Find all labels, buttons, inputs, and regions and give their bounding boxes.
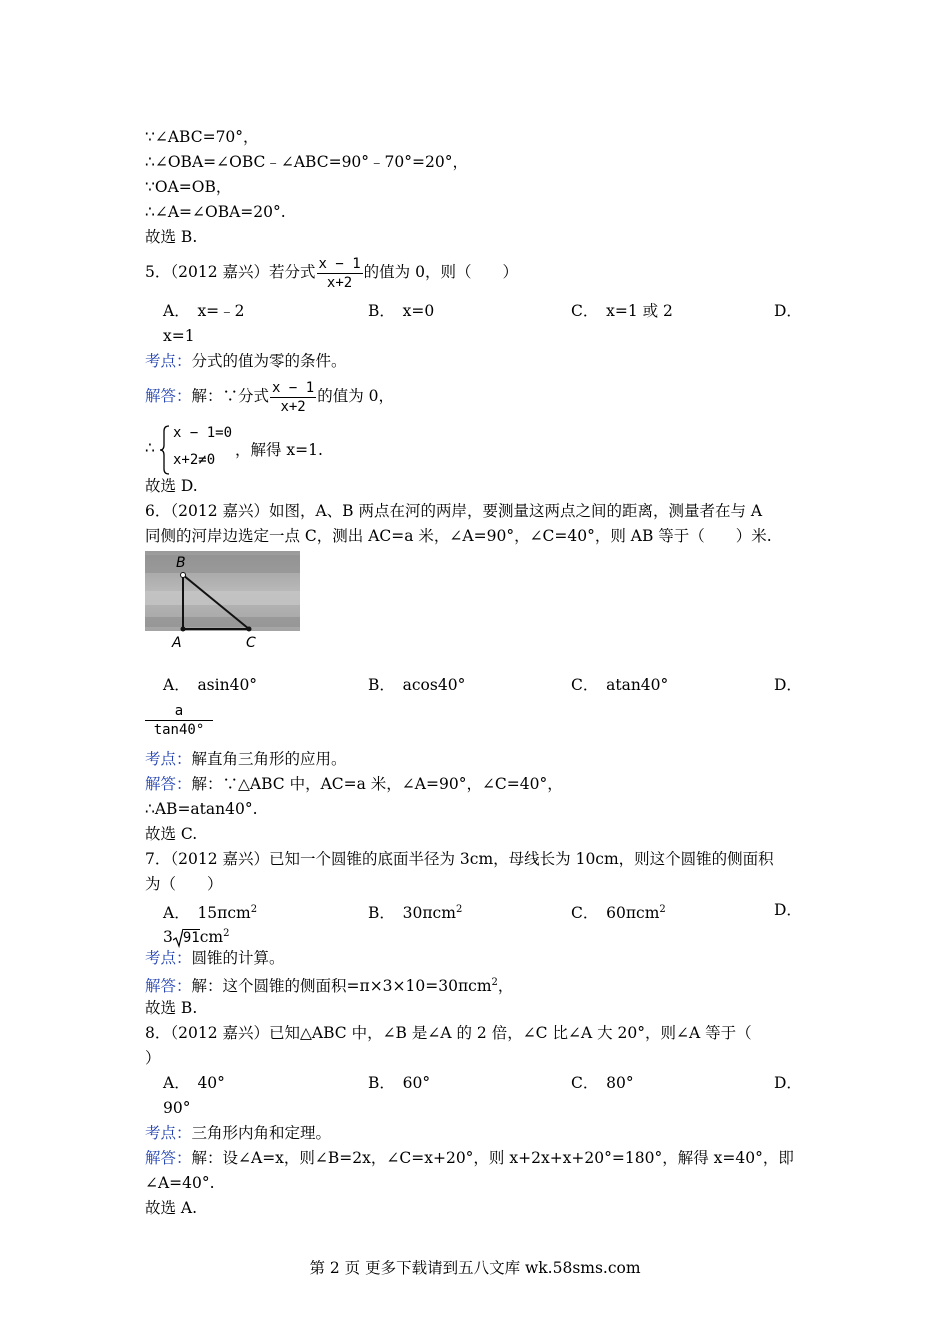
kaodian-text: 圆锥的计算。 (191, 949, 285, 967)
unit: cm (199, 928, 224, 947)
kaodian-text: 三角形内角和定理。 (191, 1124, 332, 1142)
superscript: 2 (491, 977, 498, 988)
jieda-label: 解答： (145, 1149, 192, 1167)
figure-label-b: B (176, 555, 186, 571)
option-d-value (163, 924, 230, 948)
question-7-cont: 为（ ） (145, 875, 223, 893)
jieda-text: 解：这个圆锥的侧面积=π×3×10=30πcm (191, 977, 492, 996)
therefore-symbol: ∴ (145, 439, 155, 457)
text-line: ∴∠A=∠OBA=20°. (145, 203, 286, 221)
option-b: B． acos40° (368, 676, 466, 694)
option-a: A． x=﹣2 (163, 302, 245, 320)
jieda-label: 解答： (145, 775, 192, 793)
choose-line: 故选 A. (145, 1199, 198, 1217)
text-line: ∴AB=atan40°. (145, 800, 258, 818)
option-c: C． x=1 或 2 (571, 302, 673, 320)
option-a: A． asin40° (163, 676, 258, 694)
jieda-text: 解：设∠A=x，则∠B=2x，∠C=x+20°，则 x+2x+x+20°=180°，解得 x=40°，即 (191, 1149, 794, 1167)
question-text: 5．（2012 嘉兴）若分式 (145, 263, 316, 281)
choose-line: 故选 C. (145, 825, 198, 843)
option-a: A． 40° (163, 1074, 225, 1092)
text-line: 故选 B. (145, 228, 198, 246)
question-6-cont: 同侧的河岸边选定一点 C，测出 AC=a 米，∠A=90°，∠C=40°，则 AB 等于（ ）米. (145, 527, 772, 545)
kaodian-label: 考点： (145, 352, 192, 370)
option-b: B． 60° (368, 1074, 431, 1092)
option-b (368, 900, 462, 923)
option-d: D． (774, 901, 802, 919)
text-line: ∠A=40°. (145, 1174, 215, 1192)
choose-line: 故选 D. (145, 477, 198, 495)
kaodian (145, 948, 285, 968)
question-7: 7．（2012 嘉兴）已知一个圆锥的底面半径为 3cm，母线长为 10cm，则这个圆锥的侧面积 (145, 850, 774, 868)
system-eq-2: x+2≠0 (173, 452, 216, 468)
option-d: D． (774, 1074, 802, 1092)
superscript: 2 (223, 928, 230, 939)
page-footer: 第 2 页 更多下载请到五八文库 wk.58sms.com (309, 1259, 641, 1277)
left-brace-icon (159, 425, 171, 475)
kaodian (145, 351, 347, 371)
jieda-label: 解答： (145, 977, 192, 996)
fraction (270, 379, 316, 416)
option-c: C． atan40° (571, 676, 669, 694)
figure-label-a: A (172, 635, 182, 651)
kaodian (145, 749, 347, 769)
option-c: C． 80° (571, 1074, 634, 1092)
question-5 (145, 252, 518, 292)
option-d-fraction (145, 702, 213, 739)
question-8: 8．（2012 嘉兴）已知△ABC 中，∠B 是∠A 的 2 倍，∠C 比∠A 大 20°，则∠A 等于（ (145, 1024, 752, 1042)
option-d: D． (774, 302, 802, 320)
fraction (145, 702, 213, 739)
choose-line: 故选 B. (145, 999, 198, 1017)
question-8-cont: ） (145, 1049, 161, 1067)
superscript: 2 (455, 904, 463, 915)
jieda-text: 解：∵分式 (191, 387, 270, 405)
superscript: 2 (659, 904, 666, 915)
fraction-denominator: x+2 (326, 274, 353, 291)
option-d: D． (774, 676, 802, 694)
kaodian-label: 考点： (145, 949, 192, 967)
jieda (145, 774, 563, 794)
figure-label-c: C (246, 635, 256, 651)
question-6: 6．（2012 嘉兴）如图，A、B 两点在河的两岸，要测量这两点之间的距离，测量者在与 A (145, 502, 763, 520)
text-line: ∴∠OBA=∠OBC﹣∠ABC=90°﹣70°=20°， (145, 153, 468, 171)
radicand: 91 (182, 930, 200, 947)
option-b: B． x=0 (368, 302, 435, 320)
kaodian (145, 1123, 331, 1143)
sqrt-icon (173, 928, 183, 948)
jieda-text: 解：∵△ABC 中，AC=a 米，∠A=90°，∠C=40°， (191, 775, 563, 793)
fraction-denominator: tan40° (153, 722, 205, 738)
superscript: 2 (250, 904, 258, 915)
system-solution: ，解得 x=1. (235, 441, 323, 459)
fraction-numerator: a (145, 702, 213, 721)
text-line: ∵OA=OB， (145, 178, 232, 196)
fraction (317, 255, 363, 292)
fraction-numerator: x − 1 (318, 255, 361, 272)
jieda (145, 376, 394, 416)
option-a (163, 900, 257, 923)
river-figure (145, 551, 300, 651)
text-line: ∵∠ABC=70°， (145, 128, 259, 146)
kaodian-text: 解直角三角形的应用。 (191, 750, 347, 768)
option-text: A． 15πcm (163, 904, 251, 923)
jieda-label: 解答： (145, 387, 192, 405)
option-d-value: x=1 (163, 327, 195, 345)
jieda: 解答：解：这个圆锥的侧面积=π×3×10=30πcm$^2$， (145, 977, 514, 996)
question-text: 的值为 0，则（ ） (363, 263, 518, 281)
kaodian-label: 考点： (145, 1124, 192, 1142)
fraction-numerator: x − 1 (272, 379, 315, 396)
fraction-denominator: x+2 (280, 398, 306, 415)
system-eq-1: x − 1=0 (173, 425, 233, 441)
coefficient: 3 (163, 928, 173, 947)
kaodian-text: 分式的值为零的条件。 (191, 352, 347, 370)
kaodian-label: 考点： (145, 750, 192, 768)
option-d-value: 90° (163, 1099, 191, 1117)
jieda (145, 1148, 794, 1168)
river-figure-image (145, 551, 300, 651)
jieda-text: 的值为 0， (317, 387, 394, 405)
option-text: B． 30πcm (368, 904, 456, 923)
option-c (571, 900, 666, 923)
option-text: C． 60πcm (571, 904, 660, 923)
